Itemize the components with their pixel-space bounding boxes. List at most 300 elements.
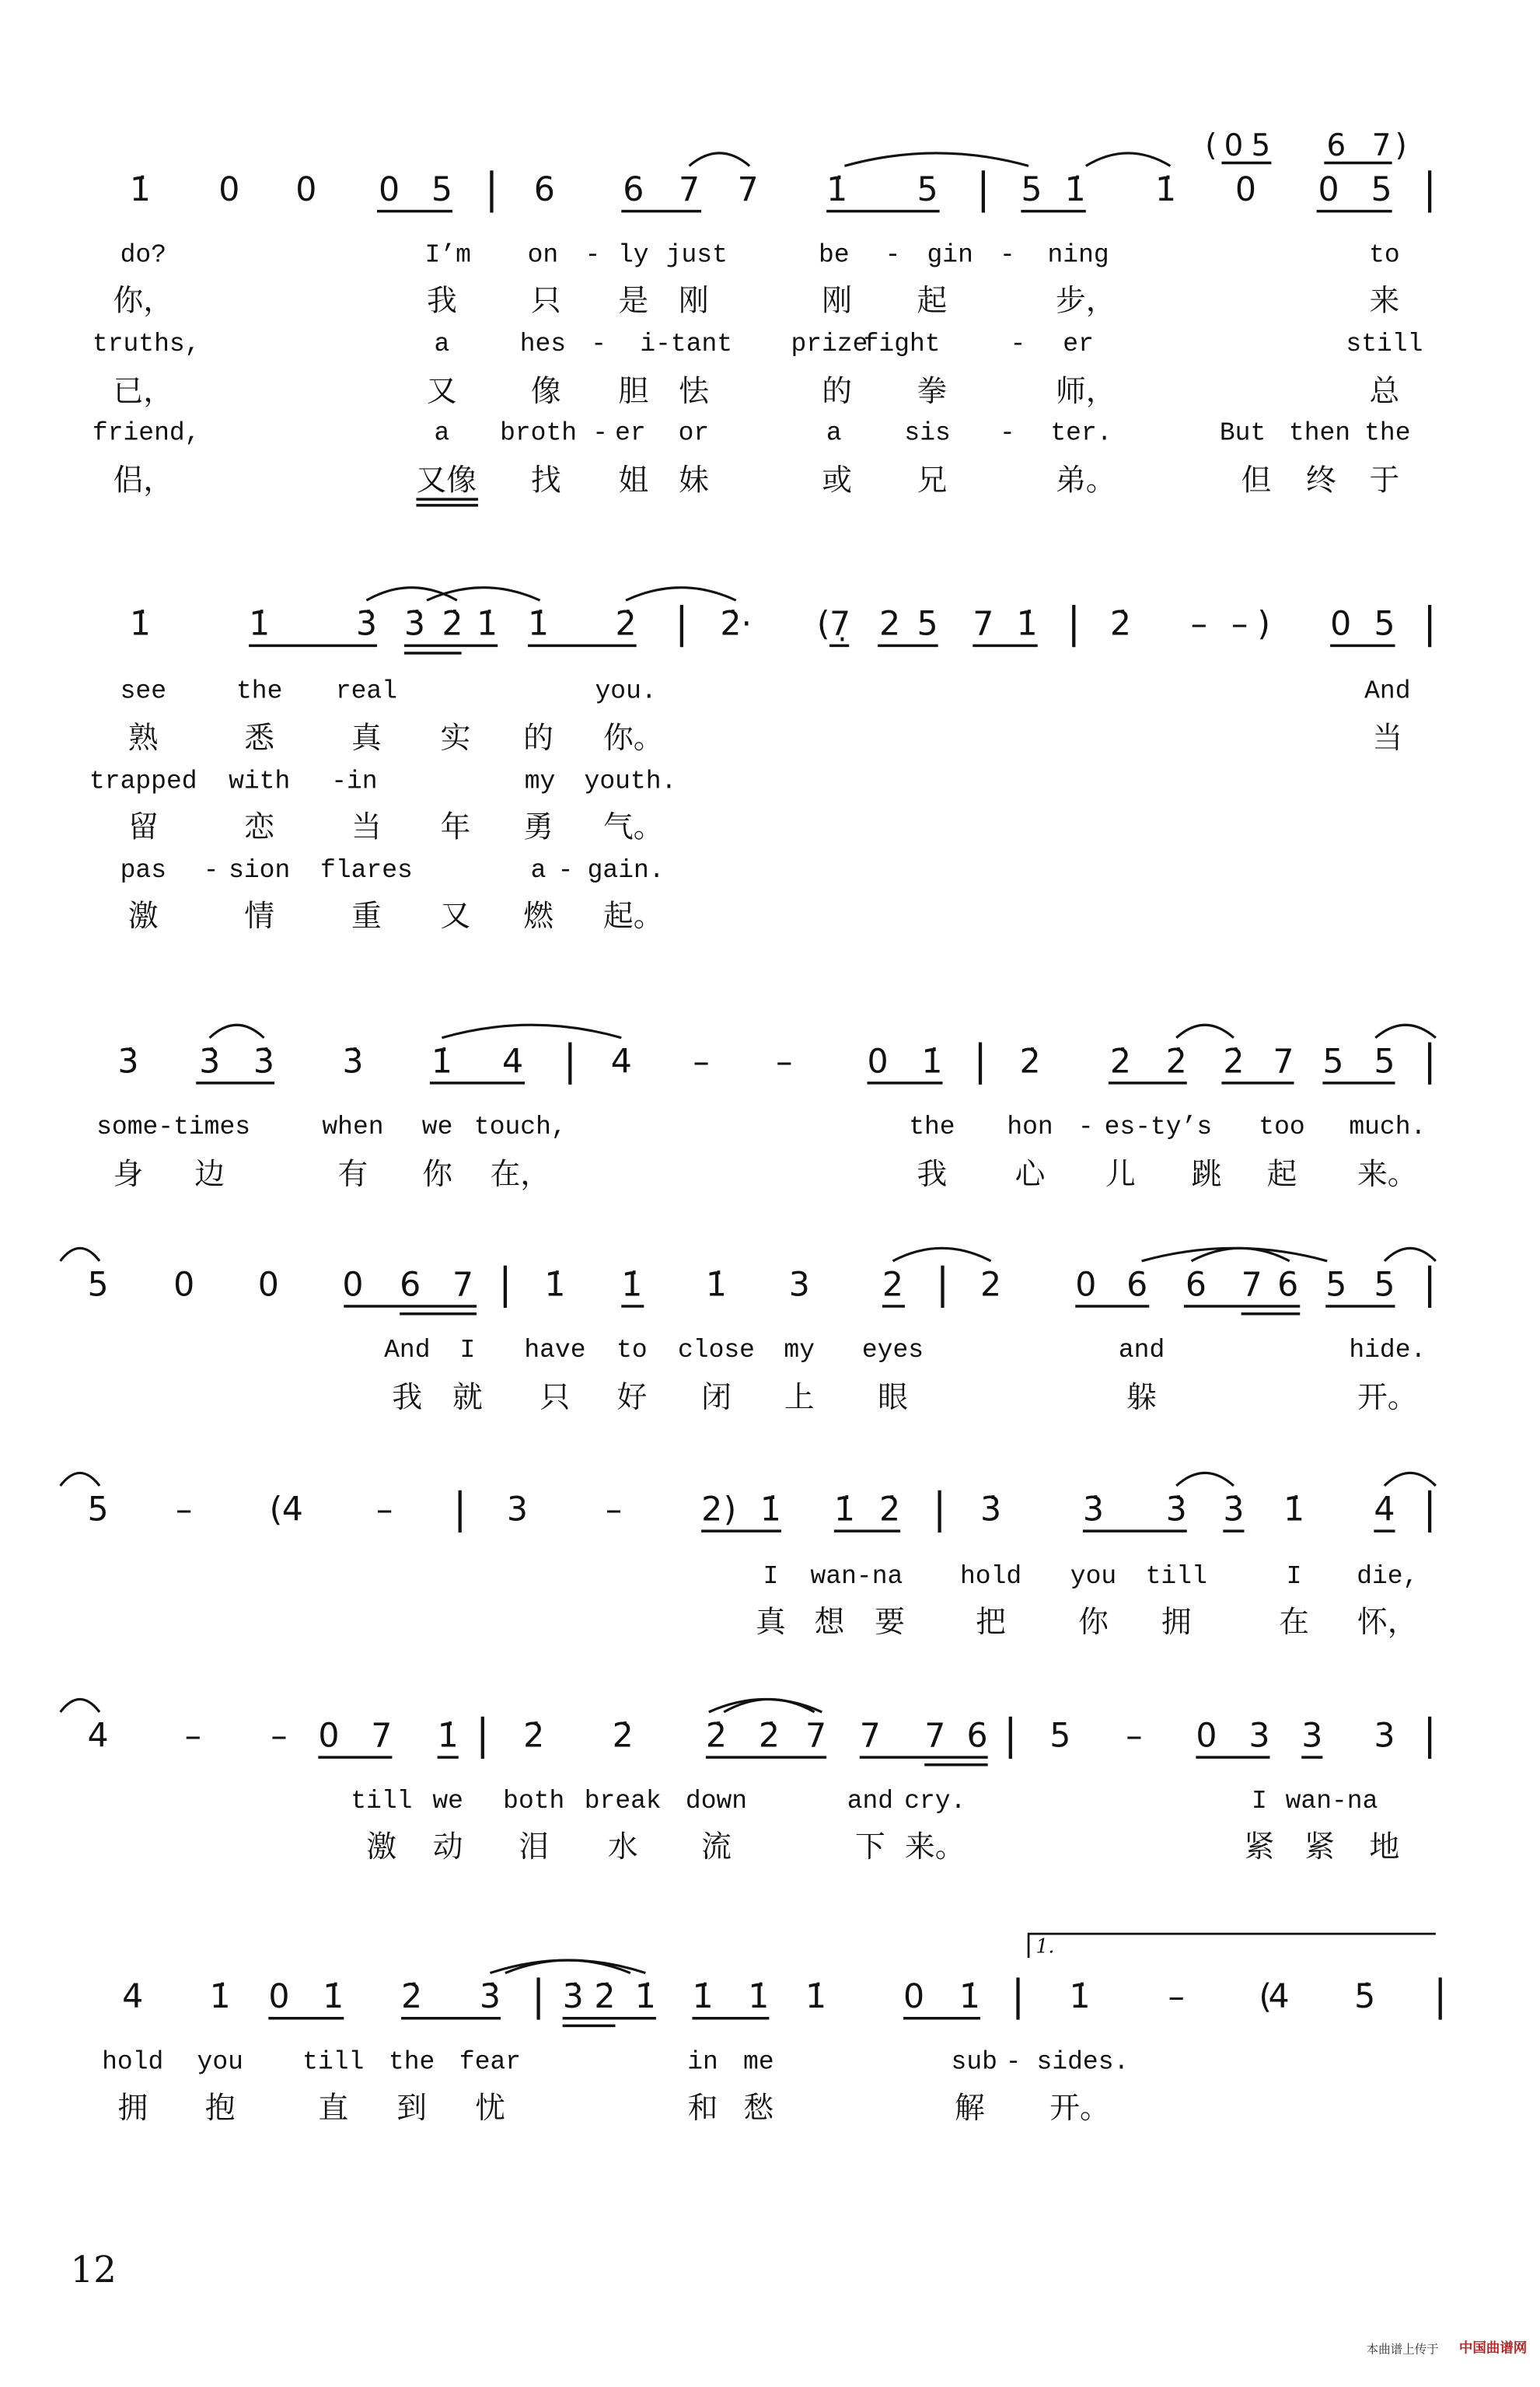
- lyric-word: friend,: [92, 420, 201, 449]
- note: 0: [295, 172, 317, 210]
- lyric-word: close: [678, 1337, 755, 1366]
- lyric-word: 愁: [743, 2088, 774, 2126]
- lyric-word: 又: [427, 372, 457, 409]
- lyric-word: 好: [616, 1379, 648, 1415]
- note: 3̇: [342, 1043, 364, 1082]
- lyric-word: with: [229, 768, 291, 798]
- lyric-word: I: [1286, 1563, 1302, 1592]
- note: 7: [737, 172, 759, 210]
- lyric-word: 你: [422, 1155, 452, 1192]
- lyric-word: er: [615, 420, 646, 449]
- note: ): [1257, 606, 1271, 645]
- note: 6: [1185, 1267, 1207, 1305]
- lyric-word: still: [1346, 330, 1423, 360]
- lyric-word: 开。: [1049, 2088, 1110, 2126]
- lyric-word: do?: [120, 242, 166, 271]
- note: 1̇: [1016, 606, 1038, 645]
- lyric-word: 把: [976, 1603, 1006, 1640]
- note: 7: [452, 1267, 474, 1305]
- slur-arc: [210, 1025, 264, 1037]
- note: 5: [1322, 1043, 1344, 1082]
- lyric-word: the: [236, 678, 283, 707]
- lyric-word: 终: [1306, 461, 1336, 498]
- note: 1̇: [544, 1267, 566, 1305]
- note: (: [1259, 1979, 1272, 2017]
- note: 4: [122, 1979, 144, 2017]
- note: 5: [1049, 1718, 1071, 1756]
- lyric-word: 起。: [603, 897, 664, 934]
- lyric-word: till: [1145, 1563, 1207, 1592]
- intro-note: 7: [1371, 126, 1392, 163]
- slur-arc: [626, 588, 736, 600]
- page-number: 12: [70, 2249, 117, 2291]
- lyric-word: 有: [337, 1155, 368, 1192]
- note: 5: [1374, 1043, 1395, 1082]
- note: 5: [917, 606, 938, 645]
- lyric-word: flares: [320, 857, 413, 886]
- note: 4: [87, 1718, 109, 1756]
- slur-arc: [1142, 1248, 1328, 1260]
- lyric-word: broth: [500, 420, 578, 449]
- note: 2: [701, 1491, 723, 1530]
- lyric-word: truths,: [92, 330, 201, 360]
- note: 6: [623, 172, 644, 210]
- lyric-word: 总: [1369, 372, 1400, 409]
- note: 2̇: [615, 606, 637, 645]
- note: 1̇: [323, 1979, 344, 2017]
- lyric-word: 眼: [878, 1379, 908, 1415]
- note: 1̇: [760, 1491, 781, 1530]
- lyric-word: 但: [1241, 461, 1272, 498]
- lyric-word: 当: [1372, 719, 1403, 756]
- lyric-word: 于: [1369, 461, 1400, 498]
- lyric-word: 师，: [1056, 372, 1116, 409]
- slur-arc: [1176, 1473, 1234, 1485]
- note: 2̇: [1223, 1043, 1245, 1082]
- lyric-word: -: [885, 242, 901, 271]
- note: 2̇: [1109, 1043, 1131, 1082]
- lyric-word: sis: [904, 420, 951, 449]
- lyric-word: prize: [791, 330, 868, 360]
- lyric-word: 气。: [603, 808, 664, 845]
- watermark-text: 本曲谱上传于: [1366, 2342, 1439, 2357]
- lyric-word: wan-na: [810, 1563, 903, 1592]
- note: 1̇: [921, 1043, 943, 1082]
- lyric-word: 的: [822, 372, 853, 409]
- watermark-logo: 中国曲谱网: [1458, 2341, 1528, 2357]
- note: 7̣: [829, 606, 851, 645]
- lyric-word: 来: [1369, 281, 1400, 319]
- lyric-word: or: [678, 420, 710, 449]
- slur-arc: [442, 1025, 621, 1037]
- lyric-word: the: [909, 1113, 955, 1143]
- note: 3̇: [253, 1043, 275, 1082]
- lyric-word: 儿: [1105, 1155, 1136, 1192]
- slur-arc: [505, 1960, 630, 1973]
- note: –: [1168, 1979, 1185, 2017]
- lyric-word: 紧: [1244, 1828, 1275, 1865]
- note: 5: [1371, 172, 1392, 210]
- lyric-word: 实: [440, 719, 471, 756]
- lyric-word: 泪: [519, 1828, 550, 1865]
- lyric-word: -: [1000, 420, 1015, 449]
- lyric-word: to: [616, 1337, 648, 1366]
- note: 7: [371, 1718, 393, 1756]
- lyric-word: the: [1364, 420, 1411, 449]
- lyric-word: 和: [687, 2088, 718, 2126]
- note: –: [271, 1718, 288, 1756]
- slur-arc: [61, 1699, 100, 1711]
- lyric-word: 直: [318, 2088, 349, 2126]
- lyric-word: ter.: [1050, 420, 1112, 449]
- note: (: [269, 1491, 283, 1530]
- note: –: [605, 1491, 623, 1530]
- lyric-word: 来。: [1357, 1155, 1418, 1192]
- note: 2̇: [879, 1491, 901, 1530]
- volta-label: 1.: [1035, 1935, 1055, 1959]
- lyric-word: 上: [784, 1379, 815, 1415]
- note: 5: [1374, 1267, 1395, 1305]
- lyric-word: 年: [440, 808, 471, 845]
- note: 1̇: [528, 606, 550, 645]
- slur-arc: [61, 1248, 100, 1260]
- note: 2̇: [705, 1718, 728, 1756]
- lyric-word: trapped: [89, 768, 197, 798]
- lyric-word: break: [584, 1788, 662, 1817]
- note: –: [776, 1043, 793, 1082]
- lyric-word: I’m: [424, 242, 471, 271]
- note: 0: [218, 172, 240, 210]
- note: 0: [318, 1718, 340, 1756]
- lyric-word: I: [459, 1337, 476, 1366]
- note: –: [1126, 1718, 1143, 1756]
- note: 0: [1075, 1267, 1097, 1305]
- lyric-word: 刚: [679, 281, 709, 319]
- lyric-word: And: [1364, 678, 1411, 707]
- note: 4: [610, 1043, 632, 1082]
- lyric-word: touch,: [473, 1113, 567, 1143]
- lyric-word: on: [527, 242, 559, 271]
- lyric-word: gain.: [587, 857, 665, 886]
- lyric-word: 起: [917, 281, 948, 319]
- note: 5: [87, 1491, 109, 1530]
- note: 3̇: [117, 1043, 139, 1082]
- lyric-word: 我: [392, 1379, 423, 1415]
- note: 0: [1196, 1718, 1217, 1756]
- note: 5: [1325, 1267, 1347, 1305]
- lyric-word: 到: [396, 2088, 428, 2126]
- lyric-word: eyes: [861, 1337, 924, 1366]
- note: 2̇: [523, 1718, 545, 1756]
- note: 5: [87, 1267, 109, 1305]
- note: 0: [173, 1267, 195, 1305]
- lyric-word: 或: [822, 461, 853, 498]
- lyric-word: 身: [113, 1155, 144, 1192]
- note: 1̇: [1069, 1979, 1091, 2017]
- lyric-word: 我: [917, 1155, 948, 1192]
- lyric-word: 弟。: [1056, 461, 1116, 498]
- note: 4: [281, 1491, 303, 1530]
- note: 7: [1273, 1043, 1294, 1082]
- lyric-word: 拥: [117, 2088, 148, 2126]
- slur-arc: [844, 153, 1028, 166]
- note: 1̇: [748, 1979, 770, 2017]
- note: 2̇: [401, 1979, 423, 2017]
- lyric-word: fear: [459, 2049, 522, 2078]
- note: 0: [268, 1979, 290, 2017]
- slur-arc: [61, 1473, 100, 1485]
- lyric-word: ly: [618, 242, 649, 271]
- lyric-word: a: [434, 330, 450, 360]
- lyric-word: -: [1000, 242, 1015, 271]
- lyric-word: 燃: [523, 897, 553, 934]
- note: 0: [1234, 172, 1257, 210]
- lyric-word: me: [743, 2049, 774, 2078]
- lyric-word: sion: [229, 857, 291, 886]
- note: 6: [1277, 1267, 1299, 1305]
- note: 1̇: [833, 1491, 855, 1530]
- slur-arc: [1176, 1025, 1234, 1037]
- lyric-word: the: [388, 2049, 435, 2078]
- lyric-word: 勇: [523, 808, 553, 845]
- volta-bracket: [1028, 1934, 1436, 1958]
- slur-arc: [690, 153, 750, 166]
- note: 1̇: [634, 1979, 656, 2017]
- lyric-word: hes: [519, 330, 567, 360]
- note: 0: [257, 1267, 279, 1305]
- note: –: [376, 1491, 393, 1530]
- note: 7: [679, 172, 700, 210]
- lyric-word: hide.: [1349, 1337, 1427, 1366]
- lyric-word: then: [1288, 420, 1351, 449]
- lyric-word: 激: [366, 1828, 397, 1865]
- slur-arc: [892, 1248, 990, 1260]
- intro-note: 6: [1326, 126, 1346, 163]
- lyric-word: -: [585, 242, 601, 271]
- lyric-word: 拳: [917, 372, 948, 409]
- note: 3̇: [1223, 1491, 1245, 1530]
- note: 3: [1301, 1718, 1323, 1756]
- lyric-word: ning: [1047, 242, 1109, 271]
- lyric-word: 闭: [701, 1379, 732, 1415]
- lyric-word: er: [1063, 330, 1094, 360]
- lyric-word: hold: [959, 1563, 1022, 1592]
- lyric-word: I: [1252, 1788, 1267, 1817]
- lyric-word: 开。: [1357, 1379, 1418, 1415]
- lyric-word: 真: [351, 719, 382, 756]
- note: 5: [1374, 606, 1395, 645]
- note: 2̇: [612, 1718, 634, 1756]
- lyric-word: 我: [427, 281, 457, 319]
- note: 5: [917, 172, 938, 210]
- lyric-word: we: [421, 1113, 453, 1143]
- intro-note: 0: [1224, 126, 1244, 163]
- lyric-word: fight: [863, 330, 941, 360]
- lyric-word: 就: [452, 1379, 483, 1415]
- lyric-word: and: [847, 1788, 894, 1817]
- lyric-word: we: [432, 1788, 463, 1817]
- lyric-word: 恋: [244, 808, 275, 845]
- note: –: [184, 1718, 201, 1756]
- note: –: [176, 1491, 193, 1530]
- lyric-word: 是: [618, 281, 649, 319]
- note: ): [723, 1491, 737, 1530]
- lyric-word: sub: [951, 2049, 997, 2078]
- lyric-word: die,: [1357, 1563, 1419, 1592]
- lyric-word: 忧: [475, 2088, 505, 2126]
- lyric-word: gin: [927, 242, 973, 271]
- note: 0: [1318, 172, 1339, 210]
- note: 5̇: [1354, 1979, 1376, 2017]
- note: 0: [867, 1043, 889, 1082]
- note: 4: [1268, 1979, 1290, 2017]
- lyric-word: 只: [530, 281, 561, 319]
- note: 3̇: [980, 1491, 1002, 1530]
- note: 7: [1241, 1267, 1262, 1305]
- note: 6: [1126, 1267, 1148, 1305]
- note: 1̇: [959, 1979, 980, 2017]
- lyric-word: 心: [1014, 1155, 1046, 1192]
- slur-arc: [1385, 1473, 1436, 1485]
- lyric-word: wan-na: [1285, 1788, 1378, 1817]
- note: 1̇: [692, 1979, 714, 2017]
- lyric-word: just: [665, 242, 728, 271]
- lyric-word: down: [685, 1788, 748, 1817]
- note: 1̇: [431, 1043, 452, 1082]
- lyric-word: 又像: [416, 461, 477, 498]
- note: 7: [973, 606, 994, 645]
- note: 1̇: [621, 1267, 643, 1305]
- lyric-word: 下: [854, 1828, 885, 1865]
- note: –: [1231, 606, 1248, 645]
- lyric-word: i-tant: [640, 330, 733, 360]
- lyric-word: 要: [875, 1603, 905, 1640]
- intro-note: 5: [1251, 126, 1271, 163]
- lyric-word: pas: [120, 857, 166, 886]
- note: 3̇: [403, 606, 426, 645]
- lyric-word: some-times: [96, 1113, 251, 1143]
- lyric-word: -: [1010, 330, 1026, 360]
- lyric-word: too: [1259, 1113, 1305, 1143]
- note: 2: [879, 606, 901, 645]
- lyric-word: cry.: [904, 1788, 966, 1817]
- note: 5: [1021, 172, 1042, 210]
- lyric-word: 激: [127, 897, 159, 934]
- lyric-word: hon: [1007, 1113, 1053, 1143]
- lyric-word: 步，: [1056, 281, 1116, 319]
- lyric-word: to: [1369, 242, 1400, 271]
- lyric-word: 流: [701, 1828, 732, 1865]
- note: 1̇: [477, 606, 498, 645]
- lyric-word: But: [1219, 420, 1266, 449]
- lyric-word: 来。: [905, 1828, 966, 1865]
- note: 1̇: [1283, 1491, 1305, 1530]
- lyric-word: 熟: [127, 719, 159, 756]
- lyric-word: -: [592, 420, 609, 449]
- lyric-word: 抱: [204, 2088, 236, 2126]
- note: 7: [924, 1718, 946, 1756]
- lyric-word: 起: [1266, 1155, 1297, 1192]
- lyric-word: 跳: [1191, 1155, 1222, 1192]
- note: 2̇·: [720, 606, 753, 645]
- lyric-word: 像: [530, 372, 561, 409]
- lyric-word: 动: [432, 1828, 463, 1865]
- slur-arc: [1086, 153, 1171, 166]
- note: 6: [400, 1267, 421, 1305]
- note: 5: [431, 172, 452, 210]
- lyric-word: 悉: [244, 719, 275, 756]
- lyric-word: in: [687, 2049, 718, 2078]
- lyric-word: see: [120, 678, 166, 707]
- lyric-word: 已，: [113, 372, 174, 409]
- lyric-word: And: [384, 1337, 431, 1366]
- lyric-word: till: [302, 2049, 365, 2078]
- lyric-word: you.: [595, 678, 657, 707]
- note: 3̇: [199, 1043, 221, 1082]
- lyric-word: 妹: [679, 461, 709, 498]
- lyric-word: 胆: [618, 372, 649, 409]
- lyric-word: have: [524, 1337, 586, 1366]
- lyric-word: you: [197, 2049, 243, 2078]
- note: 1̇: [826, 172, 848, 210]
- lyric-word: 怀，: [1357, 1603, 1418, 1640]
- lyric-word: 紧: [1304, 1828, 1335, 1865]
- note: 1̇: [209, 1979, 231, 2017]
- note: 0: [378, 172, 400, 210]
- note: 3̇: [1165, 1491, 1187, 1530]
- note: 2̇: [1165, 1043, 1187, 1082]
- lyric-word: sides.: [1036, 2049, 1130, 2078]
- note: 3̇: [479, 1979, 501, 2017]
- note: 2̇: [594, 1979, 616, 2017]
- lyric-word: 找: [530, 461, 561, 498]
- lyric-word: hold: [102, 2049, 164, 2078]
- lyric-word: 的: [523, 719, 553, 756]
- lyric-word: 当: [351, 808, 382, 845]
- note: 3̇: [562, 1979, 584, 2017]
- lyric-word: es-ty’s: [1104, 1113, 1213, 1143]
- lyric-word: 想: [814, 1603, 845, 1640]
- note: 1̇: [437, 1718, 459, 1756]
- intro-note: ): [1395, 126, 1407, 163]
- lyric-word: 水: [607, 1828, 638, 1865]
- lyric-word: 躲: [1126, 1379, 1157, 1415]
- lyric-word: 只: [540, 1379, 571, 1415]
- lyric-word: till: [351, 1788, 413, 1817]
- note: –: [1190, 606, 1207, 645]
- note: 7: [859, 1718, 881, 1756]
- note: 2̇: [758, 1718, 780, 1756]
- slur-arc: [427, 588, 540, 600]
- lyric-word: 边: [194, 1155, 225, 1192]
- lyric-word: -: [591, 330, 607, 360]
- note: (: [816, 606, 830, 645]
- lyric-word: 姐: [618, 461, 649, 498]
- lyric-word: both: [503, 1788, 565, 1817]
- note: 4: [502, 1043, 524, 1082]
- lyric-word: my: [784, 1337, 815, 1366]
- lyric-word: when: [322, 1113, 384, 1143]
- lyric-word: -in: [331, 768, 378, 798]
- note: 7: [805, 1718, 827, 1756]
- note: 0: [903, 1979, 925, 2017]
- lyric-word: a: [826, 420, 842, 449]
- note: 2̇: [442, 606, 463, 645]
- lyric-word: my: [524, 768, 556, 798]
- note: 1̇: [129, 172, 151, 210]
- lyric-word: -: [557, 857, 574, 886]
- lyric-word: and: [1118, 1337, 1165, 1366]
